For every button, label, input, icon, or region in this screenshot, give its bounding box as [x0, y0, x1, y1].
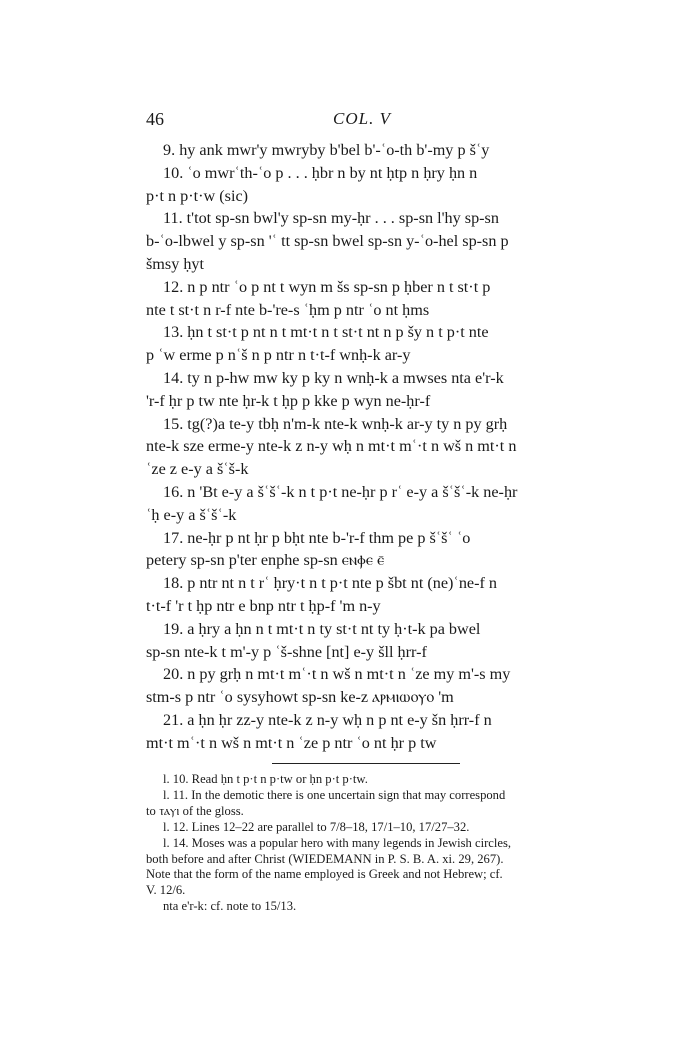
text-line: p ʿw erme p nʿš n p ntr n t·t-f wnḥ-k ar-y: [146, 346, 411, 365]
footnotes: [146, 772, 586, 915]
text-line: sp-sn nte-k t m'-y p ʿš-shne [nt] e-y šll ḥrr-f: [146, 642, 427, 661]
text-line: 17. ne-ḥr p nt ḥr p bḥt nte b-'r-f thm pe p šʿšʿ ʿo: [163, 528, 471, 547]
page-number: 46: [146, 109, 164, 129]
text-line: nte-k sze erme-y nte-k z n-y wḥ n mt·t mʿ·t n wš n mt·t n: [146, 437, 517, 456]
main-text: [146, 139, 586, 755]
text-line: 12. n p ntr ʿo p nt t wyn m šs sp-sn p ḥber n t st·t p: [163, 277, 491, 296]
text-line: 9. hy ank mwr'y mwryby b'bel b'-ʿo-th b'-my p šʿy: [163, 141, 490, 159]
footnote-line: l. 14. Moses was a popular hero with many legends in Jewish circles,: [163, 835, 512, 850]
text-line: 14. ty n p-hw mw ky p ky n wnḥ-k a mwses nta e'r-k: [163, 368, 504, 387]
text-line: stm-s p ntr ʿo sysyhowt sp-sn ke-z ⲁⲣⲙⲓⲱⲟⲩⲟ 'm: [146, 688, 454, 707]
text-line: mt·t mʿ·t n wš n mt·t n ʿze p ntr ʿo nt ḥr p tw: [146, 733, 437, 752]
footnote-line: l. 11. In the demotic there is one uncertain sign that may correspond: [163, 787, 506, 802]
text-line: p·t n p·t·w (sic): [146, 186, 249, 205]
text-line: 15. tg(?)a te-y tbḥ n'm-k nte-k wnḥ-k ar-y ty n py grḥ: [163, 414, 508, 433]
text-line: ʿze z e-y a šʿš-k: [146, 460, 249, 479]
text-line: petery sp-sn p'ter enphe sp-sn ⲉⲛⲫⲉ ⲉ̄: [146, 551, 385, 570]
text-line: šmsy ḥyt: [146, 254, 205, 273]
text-line: nte t st·t n r-f nte b-'re-s ʿḥm p ntr ʿo nt ḥms: [146, 300, 430, 319]
text-line: 13. ḥn t st·t p nt n t mt·t n t st·t nt n p šy n t p·t nte: [163, 323, 489, 342]
footnote-line: both before and after Christ (WIEDEMANN in P. S. B. A. xi. 29, 267).: [146, 851, 504, 866]
text-line: 10. ʿo mwrʿth-ʿo p . . . ḥbr n by nt ḥtp n ḥry ḥn n: [163, 163, 478, 182]
footnote-line: to ⲧⲁⲩⲓ of the gloss.: [146, 803, 244, 818]
text-line: 20. n py grḥ n mt·t mʿ·t n wš n mt·t n ʿze my m'-s my: [163, 665, 511, 684]
footnote-line: l. 10. Read ḥn t p·t n p·tw or ḥn p·t p·tw.: [163, 772, 368, 786]
footnote-line: nta e'r-k: cf. note to 15/13.: [163, 899, 297, 914]
text-line: b-ʿo-lbwel y sp-sn 'ʿ tt sp-sn bwel sp-sn y-ʿo-hel sp-sn p: [146, 232, 509, 251]
footnote-divider: [272, 763, 460, 764]
running-title: COL. V: [333, 109, 391, 128]
text-line: 11. t'tot sp-sn bwl'y sp-sn my-ḥr . . . sp-sn l'hy sp-sn: [163, 209, 499, 228]
text-line: t·t-f 'r t ḥp ntr e bnp ntr t ḥp-f 'm n-y: [146, 596, 381, 615]
text-line: 16. n 'Bt e-y a šʿšʿ-k n t p·t ne-ḥr p rʿ e-y a šʿšʿ-k ne-ḥr: [163, 482, 518, 501]
text-line: 21. a ḥn ḥr zz-y nte-k z n-y wḥ n p nt e-y šn ḥrr-f n: [163, 710, 492, 729]
footnote-line: Note that the form of the name employed is Greek and not Hebrew; cf.: [146, 867, 503, 882]
footnote-line: V. 12/6.: [146, 883, 186, 898]
text-line: 19. a ḥry a ḥn n t mt·t n ty st·t nt ty ḥ·t-k pa bwel: [163, 619, 481, 638]
footnote-line: l. 12. Lines 12–22 are parallel to 7/8–18, 17/1–10, 17/27–32.: [163, 819, 470, 834]
text-line: 'r-f ḥr p tw nte ḥr-k t ḥp p kke p wyn ne-ḥr-f: [146, 391, 431, 410]
text-line: ʿḥ e-y a šʿšʿ-k: [146, 505, 237, 524]
text-line: 18. p ntr nt n t rʿ ḥry·t n t p·t nte p šbt nt (ne)ʿne-f n: [163, 574, 498, 593]
